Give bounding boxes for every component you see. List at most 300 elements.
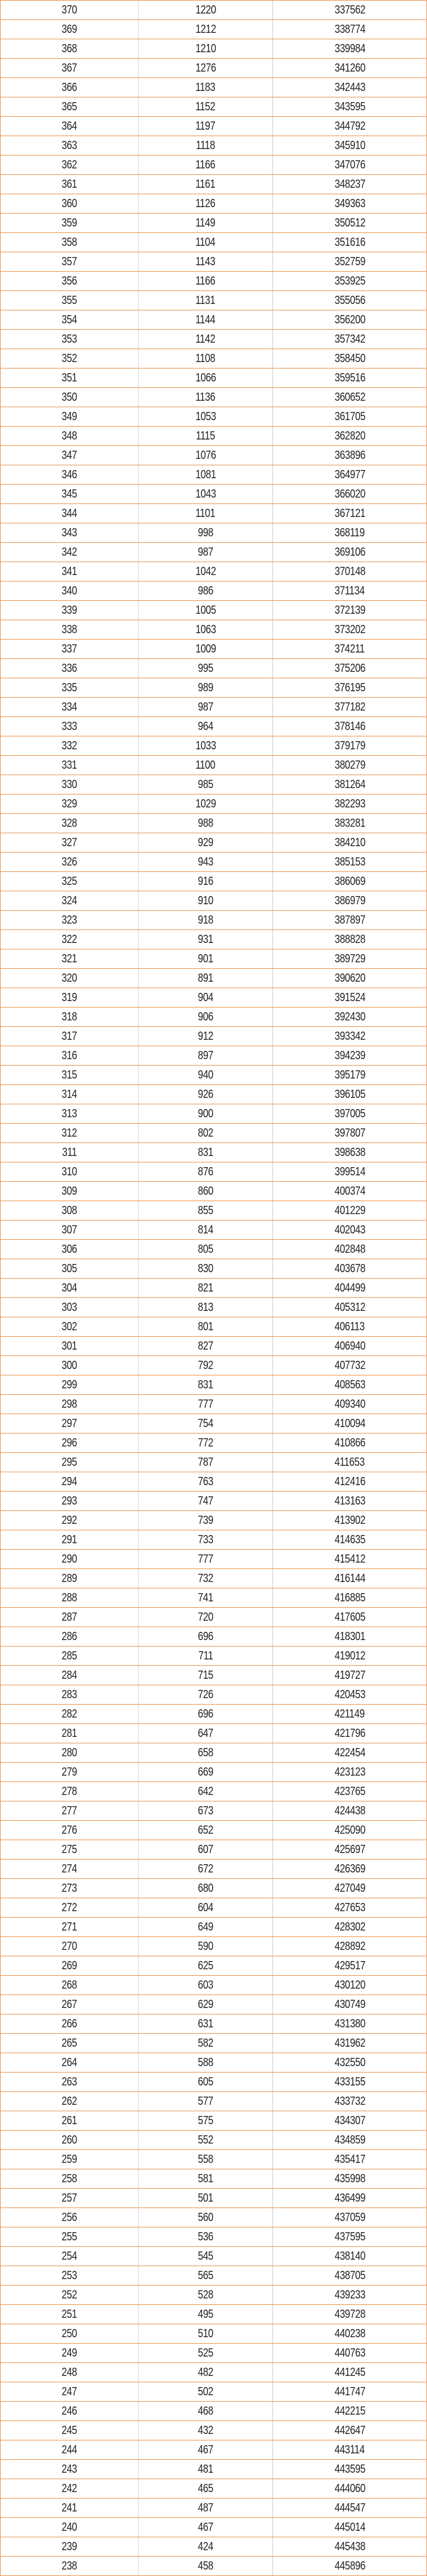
table-row <box>1 2518 426 2537</box>
table-row <box>1 117 426 136</box>
table-row <box>1 1782 426 1801</box>
count-value: 741 <box>197 1591 214 1604</box>
count-cell <box>139 2034 273 2053</box>
table-row <box>1 1143 426 1162</box>
score-cell <box>1 2286 139 2304</box>
score-cell <box>1 2324 139 2343</box>
cumulative-value: 418301 <box>334 1630 365 1643</box>
table-row <box>1 1453 426 1472</box>
cumulative-value: 438140 <box>334 2249 365 2263</box>
score-value: 339 <box>61 603 78 617</box>
count-value: 732 <box>197 1571 214 1585</box>
score-cell <box>1 2131 139 2149</box>
score-cell <box>1 504 139 523</box>
score-value: 260 <box>61 2133 78 2146</box>
cumulative-cell <box>273 1569 426 1588</box>
count-value: 940 <box>197 1068 214 1081</box>
table-row <box>1 1337 426 1356</box>
count-value: 855 <box>197 1204 214 1217</box>
cumulative-cell <box>273 2363 426 2382</box>
score-value: 349 <box>61 410 78 423</box>
score-cell <box>1 39 139 58</box>
count-cell <box>139 1647 273 1665</box>
count-cell <box>139 97 273 116</box>
score-cell <box>1 1898 139 1917</box>
score-cell <box>1 214 139 232</box>
count-value: 658 <box>197 1746 214 1759</box>
score-value: 247 <box>61 2385 78 2398</box>
count-cell <box>139 1550 273 1568</box>
count-value: 988 <box>197 816 214 830</box>
score-cell <box>1 2402 139 2421</box>
score-cell <box>1 1801 139 1820</box>
score-value: 304 <box>61 1281 78 1294</box>
cumulative-cell <box>273 1801 426 1820</box>
score-value: 319 <box>61 990 78 1004</box>
score-value: 300 <box>61 1358 78 1372</box>
score-cell <box>1 1763 139 1781</box>
cumulative-cell <box>273 1027 426 1046</box>
count-value: 998 <box>197 526 214 539</box>
score-value: 272 <box>61 1901 78 1914</box>
count-value: 831 <box>197 1145 214 1159</box>
cumulative-cell <box>273 2053 426 2072</box>
cumulative-value: 380279 <box>334 758 365 772</box>
count-value: 1276 <box>195 61 216 75</box>
count-value: 931 <box>197 932 214 946</box>
count-cell <box>139 853 273 871</box>
score-value: 276 <box>61 1823 78 1837</box>
cumulative-value: 366020 <box>334 487 365 501</box>
score-cell <box>1 2305 139 2324</box>
score-cell <box>1 640 139 658</box>
cumulative-cell <box>273 1608 426 1627</box>
cumulative-cell <box>273 640 426 658</box>
count-cell <box>139 736 273 755</box>
cumulative-cell <box>273 446 426 465</box>
cumulative-value: 399514 <box>334 1165 365 1178</box>
cumulative-cell <box>273 2382 426 2401</box>
count-cell <box>139 175 273 194</box>
cumulative-value: 429517 <box>334 1959 365 1972</box>
count-value: 487 <box>197 2501 214 2514</box>
score-value: 337 <box>61 642 78 655</box>
count-value: 792 <box>197 1358 214 1372</box>
table-row <box>1 252 426 272</box>
count-cell <box>139 659 273 678</box>
cumulative-cell <box>273 1259 426 1278</box>
score-value: 331 <box>61 758 78 772</box>
cumulative-value: 371134 <box>334 584 365 597</box>
cumulative-value: 444547 <box>334 2501 365 2514</box>
score-value: 361 <box>61 177 78 191</box>
count-value: 1161 <box>196 177 216 191</box>
score-cell <box>1 291 139 310</box>
cumulative-value: 427049 <box>334 1881 365 1895</box>
count-value: 468 <box>197 2404 214 2418</box>
cumulative-cell <box>273 2499 426 2517</box>
count-cell <box>139 1104 273 1123</box>
table-row <box>1 1937 426 1956</box>
count-cell <box>139 2537 273 2556</box>
cumulative-cell <box>273 233 426 252</box>
cumulative-value: 372139 <box>334 603 365 617</box>
score-value: 323 <box>61 913 78 927</box>
cumulative-value: 337562 <box>334 3 365 16</box>
count-cell <box>139 1453 273 1472</box>
count-cell <box>139 39 273 58</box>
cumulative-cell <box>273 911 426 929</box>
cumulative-cell <box>273 2324 426 2343</box>
cumulative-value: 360652 <box>334 390 365 404</box>
cumulative-value: 419727 <box>334 1668 365 1682</box>
count-value: 1220 <box>195 3 216 16</box>
cumulative-value: 420453 <box>334 1688 365 1701</box>
score-value: 333 <box>61 719 78 733</box>
cumulative-value: 400374 <box>334 1184 365 1198</box>
score-cell <box>1 1918 139 1936</box>
count-value: 772 <box>197 1436 214 1449</box>
count-value: 989 <box>197 681 214 694</box>
count-cell <box>139 485 273 503</box>
score-cell <box>1 582 139 600</box>
score-value: 256 <box>61 2210 78 2224</box>
count-value: 502 <box>197 2385 214 2398</box>
count-value: 747 <box>197 1494 214 1507</box>
count-cell <box>139 59 273 77</box>
cumulative-value: 377182 <box>334 700 365 714</box>
score-value: 368 <box>61 42 78 55</box>
table-row <box>1 2479 426 2499</box>
cumulative-cell <box>273 1743 426 1762</box>
cumulative-cell <box>273 1375 426 1394</box>
table-row <box>1 1860 426 1879</box>
cumulative-value: 341260 <box>334 61 365 75</box>
score-cell <box>1 756 139 775</box>
score-cell <box>1 543 139 562</box>
cumulative-cell <box>273 1879 426 1898</box>
score-cell <box>1 1492 139 1510</box>
count-value: 482 <box>197 2365 214 2379</box>
count-value: 805 <box>197 1242 214 1256</box>
table-row <box>1 2169 426 2189</box>
cumulative-cell <box>273 1821 426 1840</box>
score-value: 343 <box>61 526 78 539</box>
score-cell <box>1 1027 139 1046</box>
table-row <box>1 562 426 582</box>
count-value: 827 <box>197 1339 214 1353</box>
table-row <box>1 39 426 59</box>
cumulative-cell <box>273 78 426 97</box>
score-value: 358 <box>61 235 78 249</box>
cumulative-value: 378146 <box>334 719 365 733</box>
score-value: 353 <box>61 332 78 346</box>
cumulative-cell <box>273 1647 426 1665</box>
count-value: 528 <box>197 2288 214 2301</box>
score-cell <box>1 2537 139 2556</box>
table-row <box>1 2014 426 2034</box>
cumulative-value: 350512 <box>334 216 365 229</box>
count-cell <box>139 136 273 155</box>
table-row <box>1 969 426 988</box>
score-cell <box>1 1724 139 1743</box>
count-cell <box>139 1395 273 1414</box>
table-row <box>1 2382 426 2402</box>
count-value: 1210 <box>195 42 216 55</box>
table-row <box>1 1298 426 1317</box>
count-value: 906 <box>197 1010 214 1023</box>
score-value: 363 <box>61 138 78 152</box>
count-value: 1152 <box>196 100 216 113</box>
score-value: 321 <box>61 952 78 965</box>
cumulative-cell <box>273 2286 426 2304</box>
score-cell <box>1 1569 139 1588</box>
score-cell <box>1 175 139 194</box>
score-cell <box>1 136 139 155</box>
cumulative-value: 393342 <box>334 1029 365 1043</box>
cumulative-value: 382293 <box>334 797 365 810</box>
count-cell <box>139 949 273 968</box>
score-value: 306 <box>61 1242 78 1256</box>
cumulative-value: 428302 <box>334 1920 365 1933</box>
table-row <box>1 446 426 465</box>
count-cell <box>139 1666 273 1685</box>
count-value: 673 <box>197 1804 214 1817</box>
cumulative-cell <box>273 1240 426 1259</box>
cumulative-cell <box>273 1937 426 1956</box>
count-cell <box>139 1240 273 1259</box>
table-row <box>1 233 426 252</box>
count-value: 1136 <box>196 390 216 404</box>
table-row <box>1 291 426 310</box>
table-row <box>1 659 426 678</box>
count-cell <box>139 427 273 445</box>
table-row <box>1 756 426 775</box>
cumulative-cell <box>273 872 426 891</box>
count-cell <box>139 1569 273 1588</box>
table-row <box>1 1763 426 1782</box>
cumulative-value: 397005 <box>334 1107 365 1120</box>
count-cell <box>139 1898 273 1917</box>
cumulative-cell <box>273 2111 426 2130</box>
count-value: 926 <box>197 1087 214 1101</box>
score-cell <box>1 2440 139 2459</box>
score-value: 334 <box>61 700 78 714</box>
score-cell <box>1 562 139 581</box>
cumulative-cell <box>273 988 426 1007</box>
count-cell <box>139 988 273 1007</box>
table-row <box>1 1724 426 1743</box>
count-cell <box>139 1743 273 1762</box>
table-row <box>1 2305 426 2324</box>
count-value: 821 <box>197 1281 214 1294</box>
count-cell <box>139 388 273 407</box>
count-cell <box>139 1375 273 1394</box>
cumulative-value: 383281 <box>334 816 365 830</box>
count-value: 560 <box>197 2210 214 2224</box>
table-row <box>1 2286 426 2305</box>
cumulative-cell <box>273 1511 426 1530</box>
cumulative-value: 339984 <box>334 42 365 55</box>
count-cell <box>139 214 273 232</box>
cumulative-cell <box>273 833 426 852</box>
score-cell <box>1 1317 139 1336</box>
score-cell <box>1 194 139 213</box>
cumulative-cell <box>273 291 426 310</box>
cumulative-cell <box>273 427 426 445</box>
score-cell <box>1 2150 139 2169</box>
count-value: 916 <box>197 874 214 888</box>
score-cell <box>1 1240 139 1259</box>
cumulative-value: 421149 <box>334 1707 365 1720</box>
cumulative-cell <box>273 2131 426 2149</box>
cumulative-cell <box>273 659 426 678</box>
cumulative-cell <box>273 1588 426 1607</box>
table-row <box>1 2440 426 2460</box>
count-value: 1143 <box>196 255 216 268</box>
table-row <box>1 1356 426 1375</box>
table-row <box>1 1162 426 1182</box>
count-cell <box>139 640 273 658</box>
count-value: 605 <box>197 2075 214 2088</box>
table-row <box>1 1608 426 1627</box>
table-row <box>1 543 426 562</box>
table-row <box>1 640 426 659</box>
count-cell <box>139 1356 273 1375</box>
score-value: 369 <box>61 22 78 36</box>
cumulative-value: 437059 <box>334 2210 365 2224</box>
table-row <box>1 2499 426 2518</box>
cumulative-cell <box>273 1918 426 1936</box>
count-value: 1166 <box>196 158 216 171</box>
score-cell <box>1 1860 139 1878</box>
cumulative-value: 391524 <box>334 990 365 1004</box>
table-row <box>1 1317 426 1337</box>
score-value: 336 <box>61 661 78 675</box>
count-cell <box>139 252 273 271</box>
count-cell <box>139 756 273 775</box>
cumulative-value: 414635 <box>334 1533 365 1546</box>
table-row <box>1 272 426 291</box>
count-value: 669 <box>197 1765 214 1779</box>
count-value: 1149 <box>196 216 216 229</box>
count-cell <box>139 601 273 620</box>
count-cell <box>139 1976 273 1994</box>
table-row <box>1 1956 426 1976</box>
score-cell <box>1 2189 139 2207</box>
cumulative-value: 441245 <box>334 2365 365 2379</box>
table-row <box>1 1898 426 1918</box>
count-value: 754 <box>197 1417 214 1430</box>
count-cell <box>139 523 273 542</box>
table-row <box>1 1124 426 1143</box>
cumulative-cell <box>273 504 426 523</box>
table-row <box>1 717 426 736</box>
score-value: 325 <box>61 874 78 888</box>
cumulative-value: 387897 <box>334 913 365 927</box>
score-value: 283 <box>61 1688 78 1701</box>
count-value: 726 <box>197 1688 214 1701</box>
score-cell <box>1 2208 139 2227</box>
cumulative-value: 363896 <box>334 448 365 462</box>
cumulative-value: 436499 <box>334 2191 365 2205</box>
count-value: 900 <box>197 1107 214 1120</box>
count-cell <box>139 1879 273 1898</box>
table-row <box>1 1647 426 1666</box>
table-row <box>1 2053 426 2073</box>
score-cell <box>1 1705 139 1723</box>
score-value: 366 <box>61 80 78 94</box>
cumulative-cell <box>273 1 426 19</box>
score-value: 263 <box>61 2075 78 2088</box>
count-value: 582 <box>197 2036 214 2050</box>
count-value: 897 <box>197 1049 214 1062</box>
cumulative-cell <box>273 1434 426 1452</box>
score-cell <box>1 1221 139 1239</box>
count-value: 1108 <box>196 351 216 365</box>
count-value: 1029 <box>195 797 216 810</box>
score-cell <box>1 2479 139 2498</box>
count-value: 1005 <box>195 603 216 617</box>
count-value: 696 <box>197 1707 214 1720</box>
score-value: 362 <box>61 158 78 171</box>
count-cell <box>139 2169 273 2188</box>
table-row <box>1 1279 426 1298</box>
score-cell <box>1 795 139 813</box>
cumulative-value: 408563 <box>334 1378 365 1391</box>
count-value: 525 <box>197 2346 214 2359</box>
count-value: 912 <box>197 1029 214 1043</box>
cumulative-value: 375206 <box>334 661 365 675</box>
cumulative-cell <box>273 97 426 116</box>
cumulative-value: 376195 <box>334 681 365 694</box>
score-cell <box>1 1550 139 1568</box>
count-cell <box>139 814 273 833</box>
cumulative-cell <box>273 117 426 136</box>
cumulative-value: 441747 <box>334 2385 365 2398</box>
table-row <box>1 175 426 194</box>
count-cell <box>139 2266 273 2285</box>
cumulative-cell <box>273 465 426 484</box>
table-row <box>1 2324 426 2344</box>
count-cell <box>139 2111 273 2130</box>
score-value: 294 <box>61 1475 78 1488</box>
count-value: 1053 <box>195 410 216 423</box>
score-value: 305 <box>61 1262 78 1275</box>
score-value: 370 <box>61 3 78 16</box>
score-value: 347 <box>61 448 78 462</box>
score-cell <box>1 523 139 542</box>
score-cell <box>1 407 139 426</box>
score-cell <box>1 911 139 929</box>
count-cell <box>139 2014 273 2033</box>
score-cell <box>1 2363 139 2382</box>
cumulative-cell <box>273 2440 426 2459</box>
score-cell <box>1 388 139 407</box>
count-cell <box>139 2440 273 2459</box>
score-value: 244 <box>61 2443 78 2456</box>
cumulative-cell <box>273 2518 426 2537</box>
cumulative-value: 407732 <box>334 1358 365 1372</box>
count-cell <box>139 1492 273 1510</box>
score-value: 277 <box>61 1804 78 1817</box>
cumulative-value: 406113 <box>334 1320 365 1333</box>
count-cell <box>139 969 273 988</box>
count-cell <box>139 407 273 426</box>
score-value: 303 <box>61 1300 78 1314</box>
table-row <box>1 1821 426 1840</box>
table-row <box>1 2092 426 2111</box>
